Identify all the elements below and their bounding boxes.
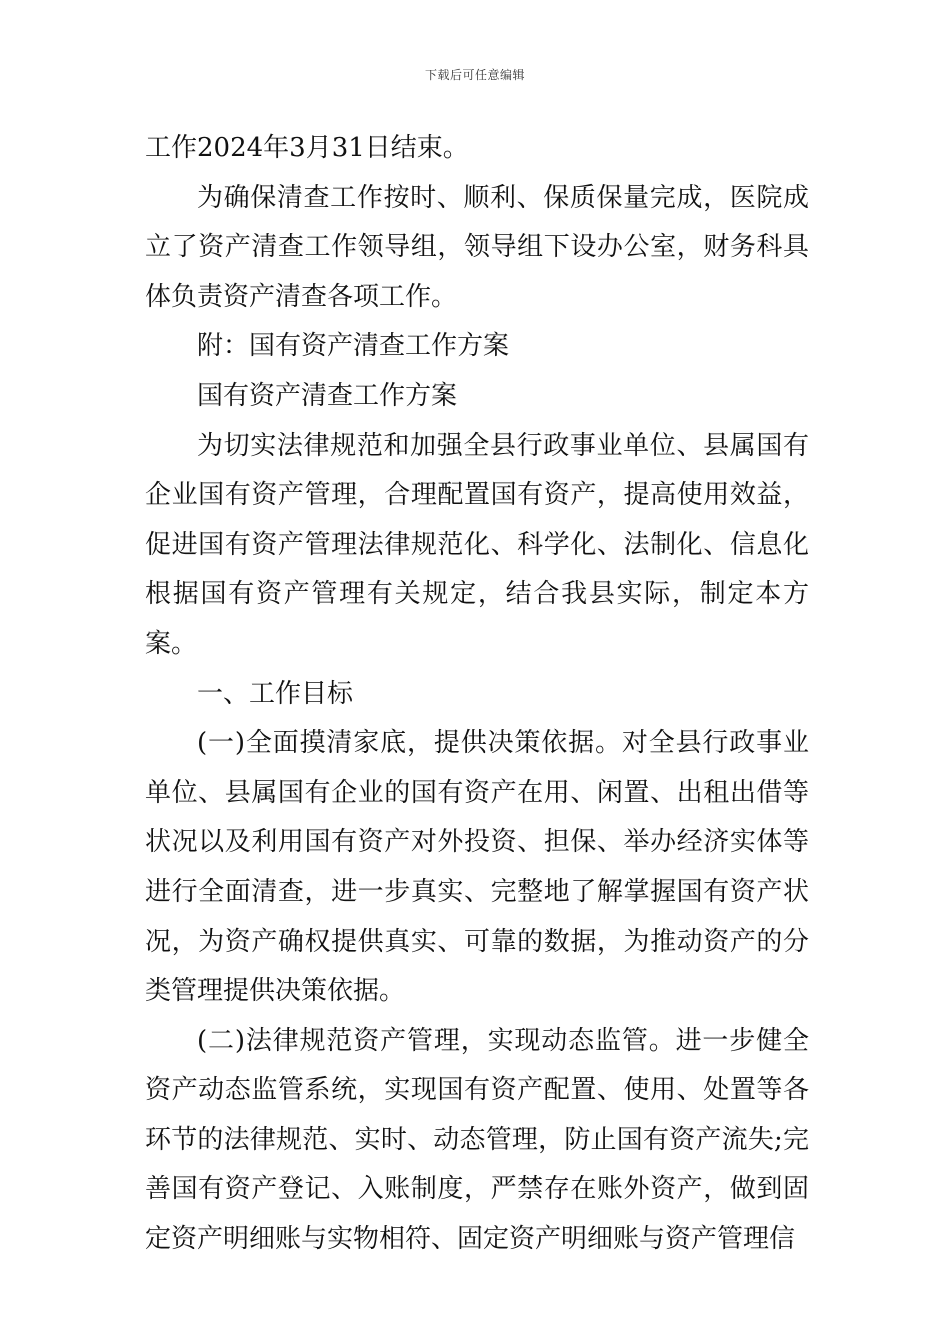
paragraph-4: 国有资产清查工作方案 (197, 380, 458, 411)
page-header-note: 下载后可任意编辑 (424, 68, 525, 82)
paragraph-5: 为切实法律规范和加强全县行政事业单位、县属国有企业国有资产管理，合理配置国有资产，提高使用效益，促进国有资产管理法律规范化、科学化、法制化、信息化根据国有资产管理有关规定，结合我县实际，制定本方案。 (145, 430, 809, 659)
paragraph-8: (二)法律规范资产管理，实现动态监管。进一步健全资产动态监管系统，实现国有资产配置、使用、处置等各环节的法律规范、实时、动态管理，防止国有资产流失;完善国有资产登记、入账制度，严禁存在账外资产，做到固定资产明细账与实物相符、固定资产明细账与资产管理信 (145, 1025, 809, 1255)
document-body (145, 124, 809, 1265)
paragraph-6: 一、工作目标 (197, 678, 354, 709)
paragraph-1: 工作2024年3月31日结束。 (145, 133, 469, 163)
paragraph-3: 附：国有资产清查工作方案 (197, 331, 510, 362)
paragraph-2: 为确保清查工作按时、顺利、保质保量完成，医院成立了资产清查工作领导组，领导组下设办公室，财务科具体负责资产清查各项工作。 (145, 182, 809, 312)
paragraph-7: (一)全面摸清家底，提供决策依据。对全县行政事业单位、县属国有企业的国有资产在用、闲置、出租出借等状况以及利用国有资产对外投资、担保、举办经济实体等进行全面清查，进一步真实、完整地了解掌握国有资产状况，为资产确权提供真实、可靠的数据，为推动资产的分类管理提供决策依据。 (145, 728, 809, 1007)
